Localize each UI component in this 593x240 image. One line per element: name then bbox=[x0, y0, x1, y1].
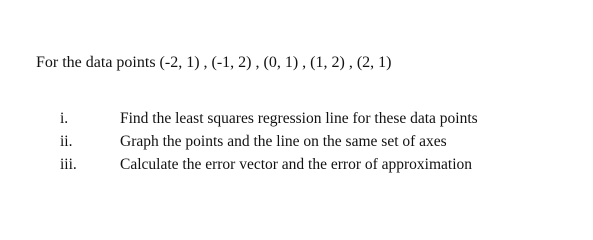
task-numeral: iii. bbox=[60, 156, 77, 173]
task-list bbox=[60, 107, 478, 176]
task-item-3 bbox=[60, 153, 478, 176]
task-text: Graph the points and the line on the same set of axes bbox=[120, 133, 447, 150]
task-item-2 bbox=[60, 130, 478, 153]
task-text: Calculate the error vector and the error of approximation bbox=[120, 156, 473, 173]
task-text: Find the least squares regression line for these data points bbox=[120, 110, 478, 127]
task-numeral: ii. bbox=[60, 133, 73, 150]
task-numeral: i. bbox=[60, 110, 69, 127]
problem-intro: For the data points (-2, 1) , (-1, 2) , (0, 1) , (1, 2) , (2, 1) bbox=[36, 54, 392, 71]
task-item-1 bbox=[60, 107, 478, 130]
